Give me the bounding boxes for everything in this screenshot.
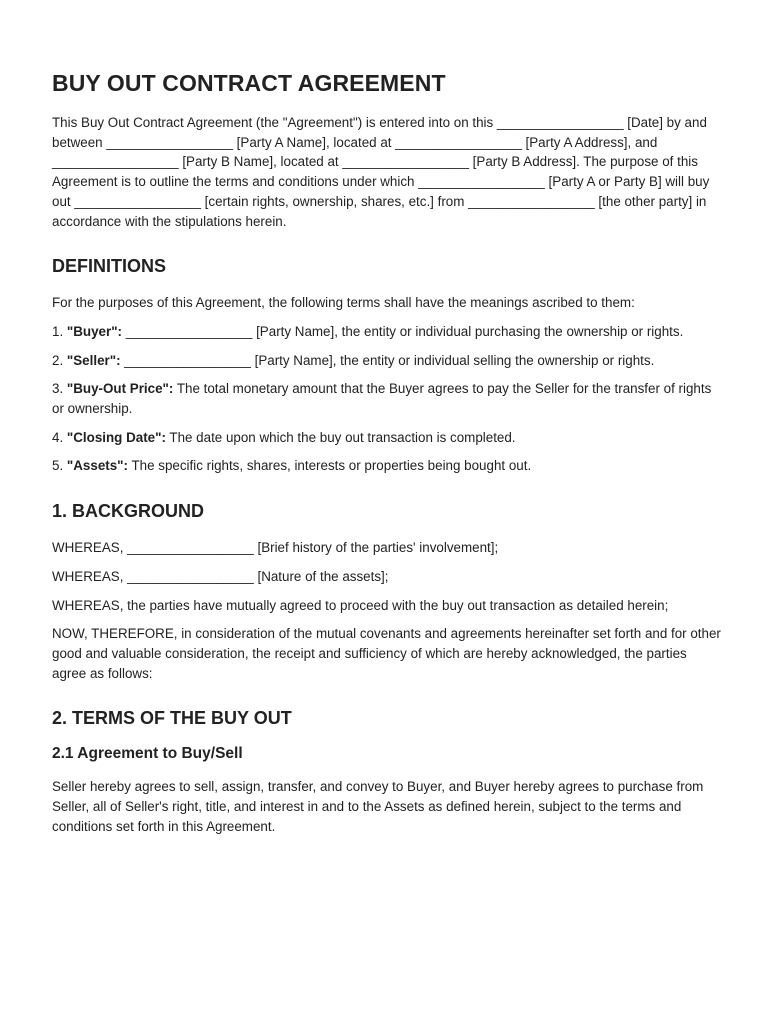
definition-term: "Closing Date":	[66, 429, 166, 445]
definition-number: 2.	[52, 352, 64, 368]
definitions-lead: For the purposes of this Agreement, the following terms shall have the meanings ascribed to them:	[52, 295, 635, 311]
background-paragraph: WHEREAS, _________________ [Nature of the assets];	[52, 568, 389, 584]
background-heading: 1. BACKGROUND	[52, 501, 205, 522]
definition-text: _________________ [Party Name], the entity or individual purchasing the ownership or rights.	[125, 323, 684, 339]
definition-term: "Buyer":	[66, 323, 123, 339]
definition-term: "Assets":	[66, 458, 128, 474]
definition-number: 4.	[52, 429, 64, 445]
definition-number: 5.	[52, 458, 64, 474]
terms-subheading: 2.1 Agreement to Buy/Sell	[52, 745, 243, 763]
background-paragraph: NOW, THEREFORE, in consideration of the mutual covenants and agreements hereinafter set forth and for other good and valuable consideration, the receipt and sufficiency of which are hereby acknowledged, the parties agree as follows:	[52, 626, 721, 681]
definition-item	[52, 322, 722, 342]
definition-item	[52, 351, 722, 371]
definition-text: The total monetary amount that the Buyer agrees to pay the Seller for the transfer of rights or ownership.	[52, 381, 712, 417]
definition-text: The specific rights, shares, interests or properties being bought out.	[131, 458, 532, 474]
definition-text: _________________ [Party Name], the entity or individual selling the ownership or rights.	[124, 352, 655, 368]
intro-paragraph: This Buy Out Contract Agreement (the "Agreement") is entered into on this _________________ [Date] by and between _________________ [Party A Name], located at _________________ [Party A Address], and _________________ [Party B Name], located at _________________ [Party B Address]. The purpose of this Agreement is to outline the terms and conditions under which _________________ [Party A or Party B] will buy out _________________ [certain rights, ownership, shares, etc.] from _________________ [the other party] in accordance with the stipulations herein.	[52, 115, 710, 229]
definition-text: The date upon which the buy out transaction is completed.	[169, 429, 516, 445]
definition-item	[52, 428, 722, 448]
terms-heading: 2. TERMS OF THE BUY OUT	[52, 708, 292, 729]
definition-number: 3.	[52, 381, 64, 397]
definition-item	[52, 456, 722, 476]
document-title: BUY OUT CONTRACT AGREEMENT	[52, 70, 446, 96]
definitions-heading: DEFINITIONS	[52, 256, 167, 277]
background-paragraph: WHEREAS, _________________ [Brief history of the parties' involvement];	[52, 540, 499, 556]
terms-paragraph: Seller hereby agrees to sell, assign, transfer, and convey to Buyer, and Buyer hereby agrees to purchase from Seller, all of Seller's right, title, and interest in and to the Assets as defined herein, subject to the terms and conditions set forth in this Agreement.	[52, 779, 704, 834]
definition-term: "Seller":	[66, 352, 121, 368]
background-paragraph: WHEREAS, the parties have mutually agreed to proceed with the buy out transaction as detailed herein;	[52, 597, 669, 613]
definition-item	[52, 379, 722, 418]
definition-number: 1.	[52, 323, 64, 339]
definition-term: "Buy-Out Price":	[66, 381, 174, 397]
document-page	[52, 70, 722, 845]
